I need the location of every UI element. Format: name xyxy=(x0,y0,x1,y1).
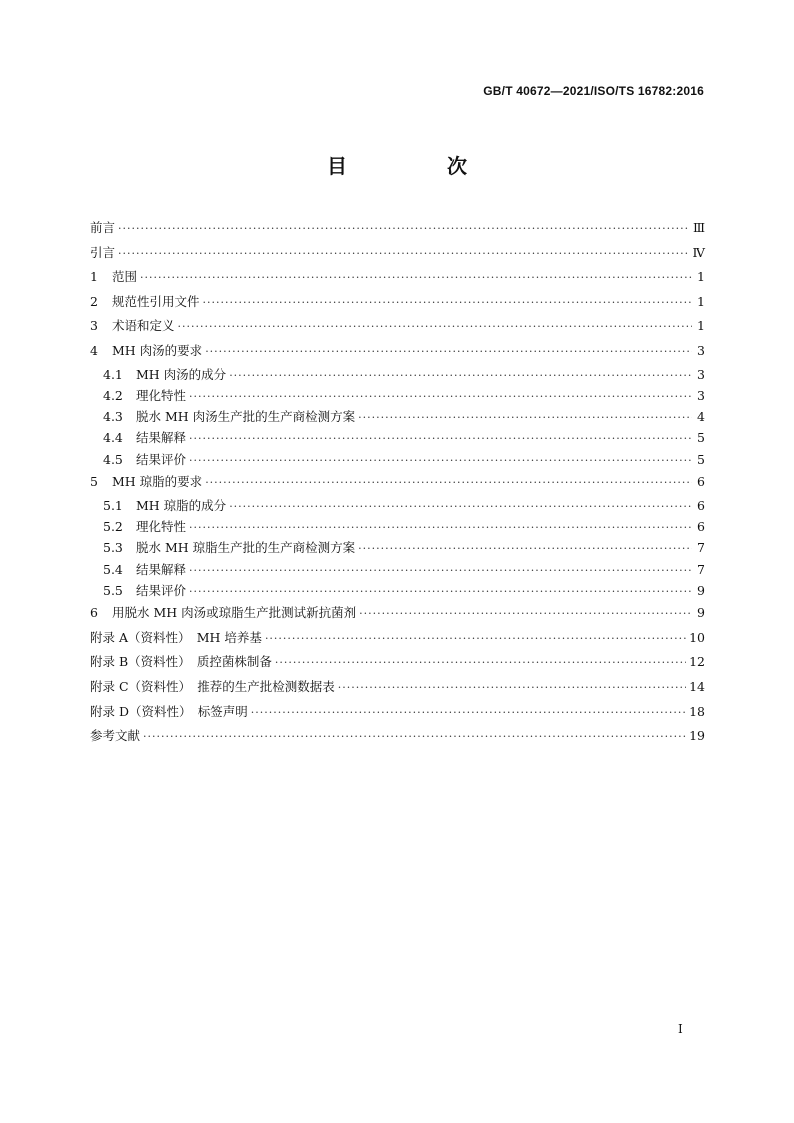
toc-entry-page: 14 xyxy=(689,678,705,694)
toc-entry-number: 4.4 xyxy=(103,430,123,446)
toc-entry-page: 3 xyxy=(697,342,705,358)
table-of-contents xyxy=(90,216,705,749)
toc-entry-label: 范围 xyxy=(112,269,138,285)
toc-leader-dots xyxy=(229,365,692,386)
toc-entry-page: 1 xyxy=(697,293,705,309)
toc-entry[interactable] xyxy=(90,700,705,725)
toc-leader-dots xyxy=(229,496,692,517)
toc-entry-number: 5.1 xyxy=(103,497,123,513)
toc-entry-number: 5 xyxy=(90,474,98,490)
toc-entry-page: 3 xyxy=(697,366,705,382)
toc-leader-dots xyxy=(189,428,692,449)
toc-entry-page: 4 xyxy=(697,409,705,425)
toc-entry-label: 附录 C（资料性） 推荐的生产批检测数据表 xyxy=(90,678,335,694)
toc-entry-number: 4.1 xyxy=(103,366,123,382)
toc-entry-page: Ⅲ xyxy=(692,220,705,235)
toc-entry-number: 6 xyxy=(90,605,98,621)
toc-leader-dots xyxy=(358,407,692,428)
toc-leader-dots xyxy=(251,701,686,726)
toc-entry-label: MH 肉汤的成分 xyxy=(136,366,227,382)
toc-entry-number: 4.5 xyxy=(103,451,123,467)
toc-leader-dots xyxy=(358,538,692,559)
toc-entry-number: 5.5 xyxy=(103,582,123,598)
toc-entry[interactable] xyxy=(90,406,705,427)
toc-entry-number: 5.4 xyxy=(103,561,123,577)
toc-entry-label: 理化特性 xyxy=(136,518,187,534)
toc-leader-dots xyxy=(205,340,692,365)
toc-entry[interactable] xyxy=(90,427,705,448)
toc-leader-dots xyxy=(189,560,692,581)
toc-entry-page: 7 xyxy=(697,561,705,577)
toc-leader-dots xyxy=(189,517,692,538)
toc-entry-page: 9 xyxy=(697,605,705,621)
toc-entry-page: 18 xyxy=(689,703,705,719)
toc-entry-label: 附录 B（资料性） 质控菌株制备 xyxy=(90,654,272,670)
toc-entry[interactable] xyxy=(90,537,705,558)
toc-leader-dots xyxy=(118,217,690,242)
toc-entry-label: MH 琼脂的要求 xyxy=(112,474,203,490)
page-number: Ⅰ xyxy=(678,1022,683,1036)
toc-entry-label: 参考文献 xyxy=(90,728,141,744)
toc-entry-number: 4.2 xyxy=(103,387,123,403)
toc-leader-dots xyxy=(189,581,692,602)
toc-entry-label: 附录 D（资料性） 标签声明 xyxy=(90,703,248,719)
toc-entry-page: 19 xyxy=(689,728,705,744)
toc-entry-number: 3 xyxy=(90,318,98,334)
toc-entry-label: 结果评价 xyxy=(136,451,187,467)
toc-entry[interactable] xyxy=(90,364,705,385)
toc-leader-dots xyxy=(143,725,686,750)
toc-entry-page: 10 xyxy=(689,629,705,645)
toc-entry-label: 前言 xyxy=(90,220,116,235)
toc-entry[interactable] xyxy=(90,626,705,651)
toc-entry-label: MH 琼脂的成分 xyxy=(136,497,227,513)
toc-entry-label: 理化特性 xyxy=(136,387,187,403)
standard-number: GB/T 40672—2021/ISO/TS 16782:2016 xyxy=(483,84,704,98)
toc-entry-label: 脱水 MH 琼脂生产批的生产商检测方案 xyxy=(136,540,356,556)
toc-entry-label: 规范性引用文件 xyxy=(112,293,200,309)
toc-entry[interactable] xyxy=(90,449,705,470)
toc-entry-label: 引言 xyxy=(90,244,116,260)
toc-entry-page: 12 xyxy=(689,654,705,670)
toc-entry-number: 1 xyxy=(90,269,98,285)
toc-entry[interactable] xyxy=(90,470,705,495)
toc-entry-page: 9 xyxy=(697,582,705,598)
toc-entry[interactable] xyxy=(90,650,705,675)
toc-entry-number: 5.3 xyxy=(103,540,123,556)
toc-entry[interactable] xyxy=(90,265,705,290)
toc-entry-label: 脱水 MH 肉汤生产批的生产商检测方案 xyxy=(136,409,356,425)
toc-entry[interactable] xyxy=(90,724,705,749)
toc-entry-page: 6 xyxy=(697,518,705,534)
toc-entry-number: 4.3 xyxy=(103,409,123,425)
toc-entry-page: 5 xyxy=(697,430,705,446)
toc-entry[interactable] xyxy=(90,385,705,406)
toc-entry-page: Ⅳ xyxy=(692,244,705,260)
toc-entry-label: 附录 A（资料性） MH 培养基 xyxy=(90,629,262,645)
toc-entry[interactable] xyxy=(90,290,705,315)
toc-entry-page: 3 xyxy=(697,387,705,403)
toc-entry-number: 5.2 xyxy=(103,518,123,534)
toc-entry-label: 用脱水 MH 肉汤或琼脂生产批测试新抗菌剂 xyxy=(112,605,357,621)
toc-entry[interactable] xyxy=(90,559,705,580)
toc-leader-dots xyxy=(189,386,692,407)
toc-leader-dots xyxy=(205,471,692,496)
toc-entry[interactable] xyxy=(90,495,705,516)
toc-entry-label: 结果评价 xyxy=(136,582,187,598)
toc-entry[interactable] xyxy=(90,339,705,364)
toc-leader-dots xyxy=(359,602,692,627)
toc-entry-page: 1 xyxy=(697,318,705,334)
toc-entry-page: 6 xyxy=(697,497,705,513)
toc-leader-dots xyxy=(338,676,686,701)
toc-entry[interactable] xyxy=(90,314,705,339)
toc-leader-dots xyxy=(178,315,692,340)
toc-entry-label: 术语和定义 xyxy=(112,318,175,334)
toc-leader-dots xyxy=(118,242,689,267)
toc-entry-label: 结果解释 xyxy=(136,561,187,577)
toc-entry-page: 1 xyxy=(697,269,705,285)
toc-entry[interactable] xyxy=(90,216,705,241)
toc-entry[interactable] xyxy=(90,241,705,266)
toc-entry-label: 结果解释 xyxy=(136,430,187,446)
toc-entry-page: 5 xyxy=(697,451,705,467)
toc-entry-page: 7 xyxy=(697,540,705,556)
toc-leader-dots xyxy=(189,450,692,471)
page-title: 目 次 xyxy=(327,154,507,178)
toc-entry-page: 6 xyxy=(697,474,705,490)
toc-entry-number: 2 xyxy=(90,293,98,309)
toc-entry[interactable] xyxy=(90,601,705,626)
toc-entry[interactable] xyxy=(90,516,705,537)
toc-leader-dots xyxy=(275,651,686,676)
toc-leader-dots xyxy=(140,266,692,291)
toc-entry-number: 4 xyxy=(90,342,98,358)
toc-entry[interactable] xyxy=(90,675,705,700)
toc-entry[interactable] xyxy=(90,580,705,601)
toc-leader-dots xyxy=(265,627,686,652)
toc-leader-dots xyxy=(203,291,692,316)
toc-entry-label: MH 肉汤的要求 xyxy=(112,342,203,358)
